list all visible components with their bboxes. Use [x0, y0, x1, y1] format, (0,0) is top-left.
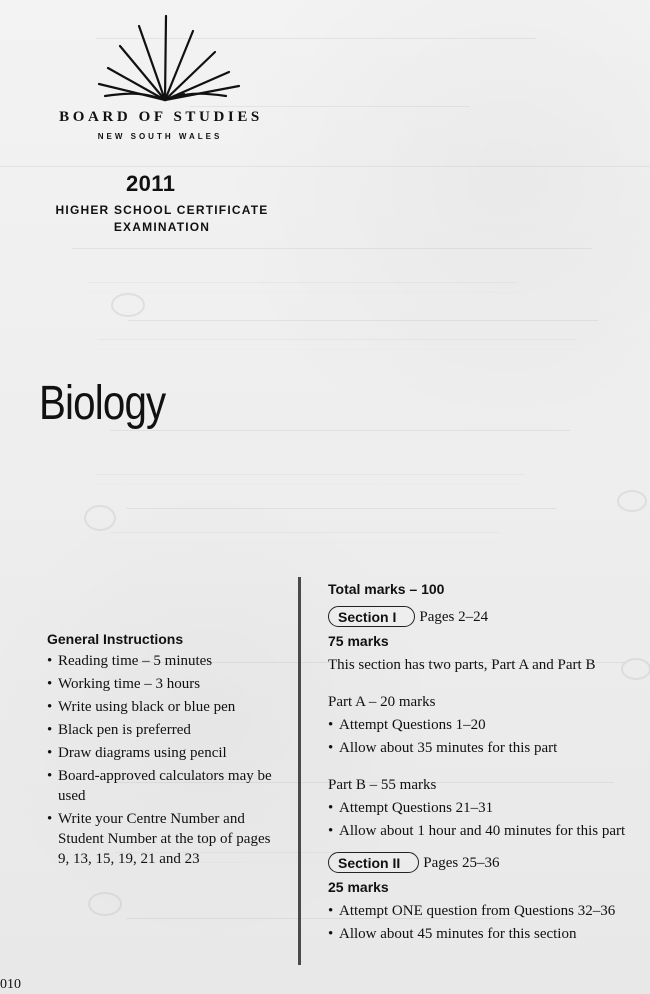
- instruction-item: • Black pen is preferred: [47, 720, 283, 740]
- section-ii-item: • Attempt ONE question from Questions 32–36: [328, 901, 648, 921]
- general-instructions-title: General Instructions: [47, 631, 184, 647]
- part-b-item: • Attempt Questions 21–31: [328, 798, 648, 818]
- part-b-title: Part B – 55 marks: [328, 777, 437, 793]
- board-subtitle: NEW SOUTH WALES: [97, 132, 223, 141]
- ghost-line: [110, 430, 570, 431]
- page-code: 010: [0, 977, 21, 992]
- section-i-marks: 75 marks: [328, 633, 389, 649]
- subject-title: Biology: [39, 377, 166, 430]
- part-a-item: • Allow about 35 minutes for this part: [328, 738, 648, 758]
- instruction-item: • Draw diagrams using pencil: [47, 743, 283, 763]
- general-instructions-list: [47, 651, 283, 869]
- ghost-answer-circle: [84, 505, 116, 531]
- part-a-item: • Attempt Questions 1–20: [328, 715, 648, 735]
- ghost-row: [110, 532, 500, 543]
- section-i-description: This section has two parts, Part A and Part B: [328, 657, 596, 673]
- section-ii-list: [328, 901, 648, 944]
- section-ii-item: • Allow about 45 minutes for this section: [328, 924, 648, 944]
- examination-title: EXAMINATION: [113, 220, 211, 234]
- ghost-answer-circle: [617, 490, 647, 512]
- ghost-answer-circle: [111, 293, 145, 317]
- total-marks: Total marks – 100: [328, 581, 445, 597]
- part-b-item: • Allow about 1 hour and 40 minutes for this part: [328, 821, 648, 841]
- ghost-answer-circle: [88, 892, 122, 916]
- section-ii-header: [328, 852, 648, 873]
- instruction-item: • Reading time – 5 minutes: [47, 651, 283, 671]
- ghost-line: [0, 166, 650, 167]
- exam-year: 2011: [126, 171, 176, 196]
- section-ii-pages: Pages 25–36: [423, 854, 500, 871]
- instruction-item: • Working time – 3 hours: [47, 674, 283, 694]
- ghost-line: [72, 248, 592, 249]
- ghost-line: [128, 320, 598, 321]
- section-i-header: [328, 606, 648, 627]
- exam-name: [34, 202, 290, 236]
- part-b-list: [328, 798, 648, 841]
- section-ii: [328, 852, 648, 944]
- exam-summary: [328, 579, 648, 947]
- instruction-item: • Board-approved calculators may be used: [47, 766, 283, 806]
- instruction-item: • Write your Centre Number and Student Number at the top of pages 9, 13, 15, 19, 21 and 23: [47, 809, 283, 869]
- part-a: [328, 692, 648, 758]
- ghost-line: [126, 508, 556, 509]
- part-a-title: Part A – 20 marks: [328, 694, 436, 710]
- part-a-list: [328, 715, 648, 758]
- section-ii-marks: 25 marks: [328, 879, 389, 895]
- ghost-row: [88, 282, 518, 293]
- ghost-row: [95, 474, 525, 485]
- board-title: BOARD OF STUDIES: [59, 109, 263, 125]
- part-b: [328, 775, 648, 841]
- section-i-pages: Pages 2–24: [419, 608, 489, 625]
- section-ii-badge: Section II: [328, 852, 419, 873]
- section-i-badge: Section I: [328, 606, 415, 627]
- ghost-row: [97, 339, 577, 350]
- column-divider: [298, 577, 301, 965]
- instruction-item: • Write using black or blue pen: [47, 697, 283, 717]
- certificate-title: HIGHER SCHOOL CERTIFICATE: [55, 203, 269, 217]
- general-instructions: [47, 629, 283, 872]
